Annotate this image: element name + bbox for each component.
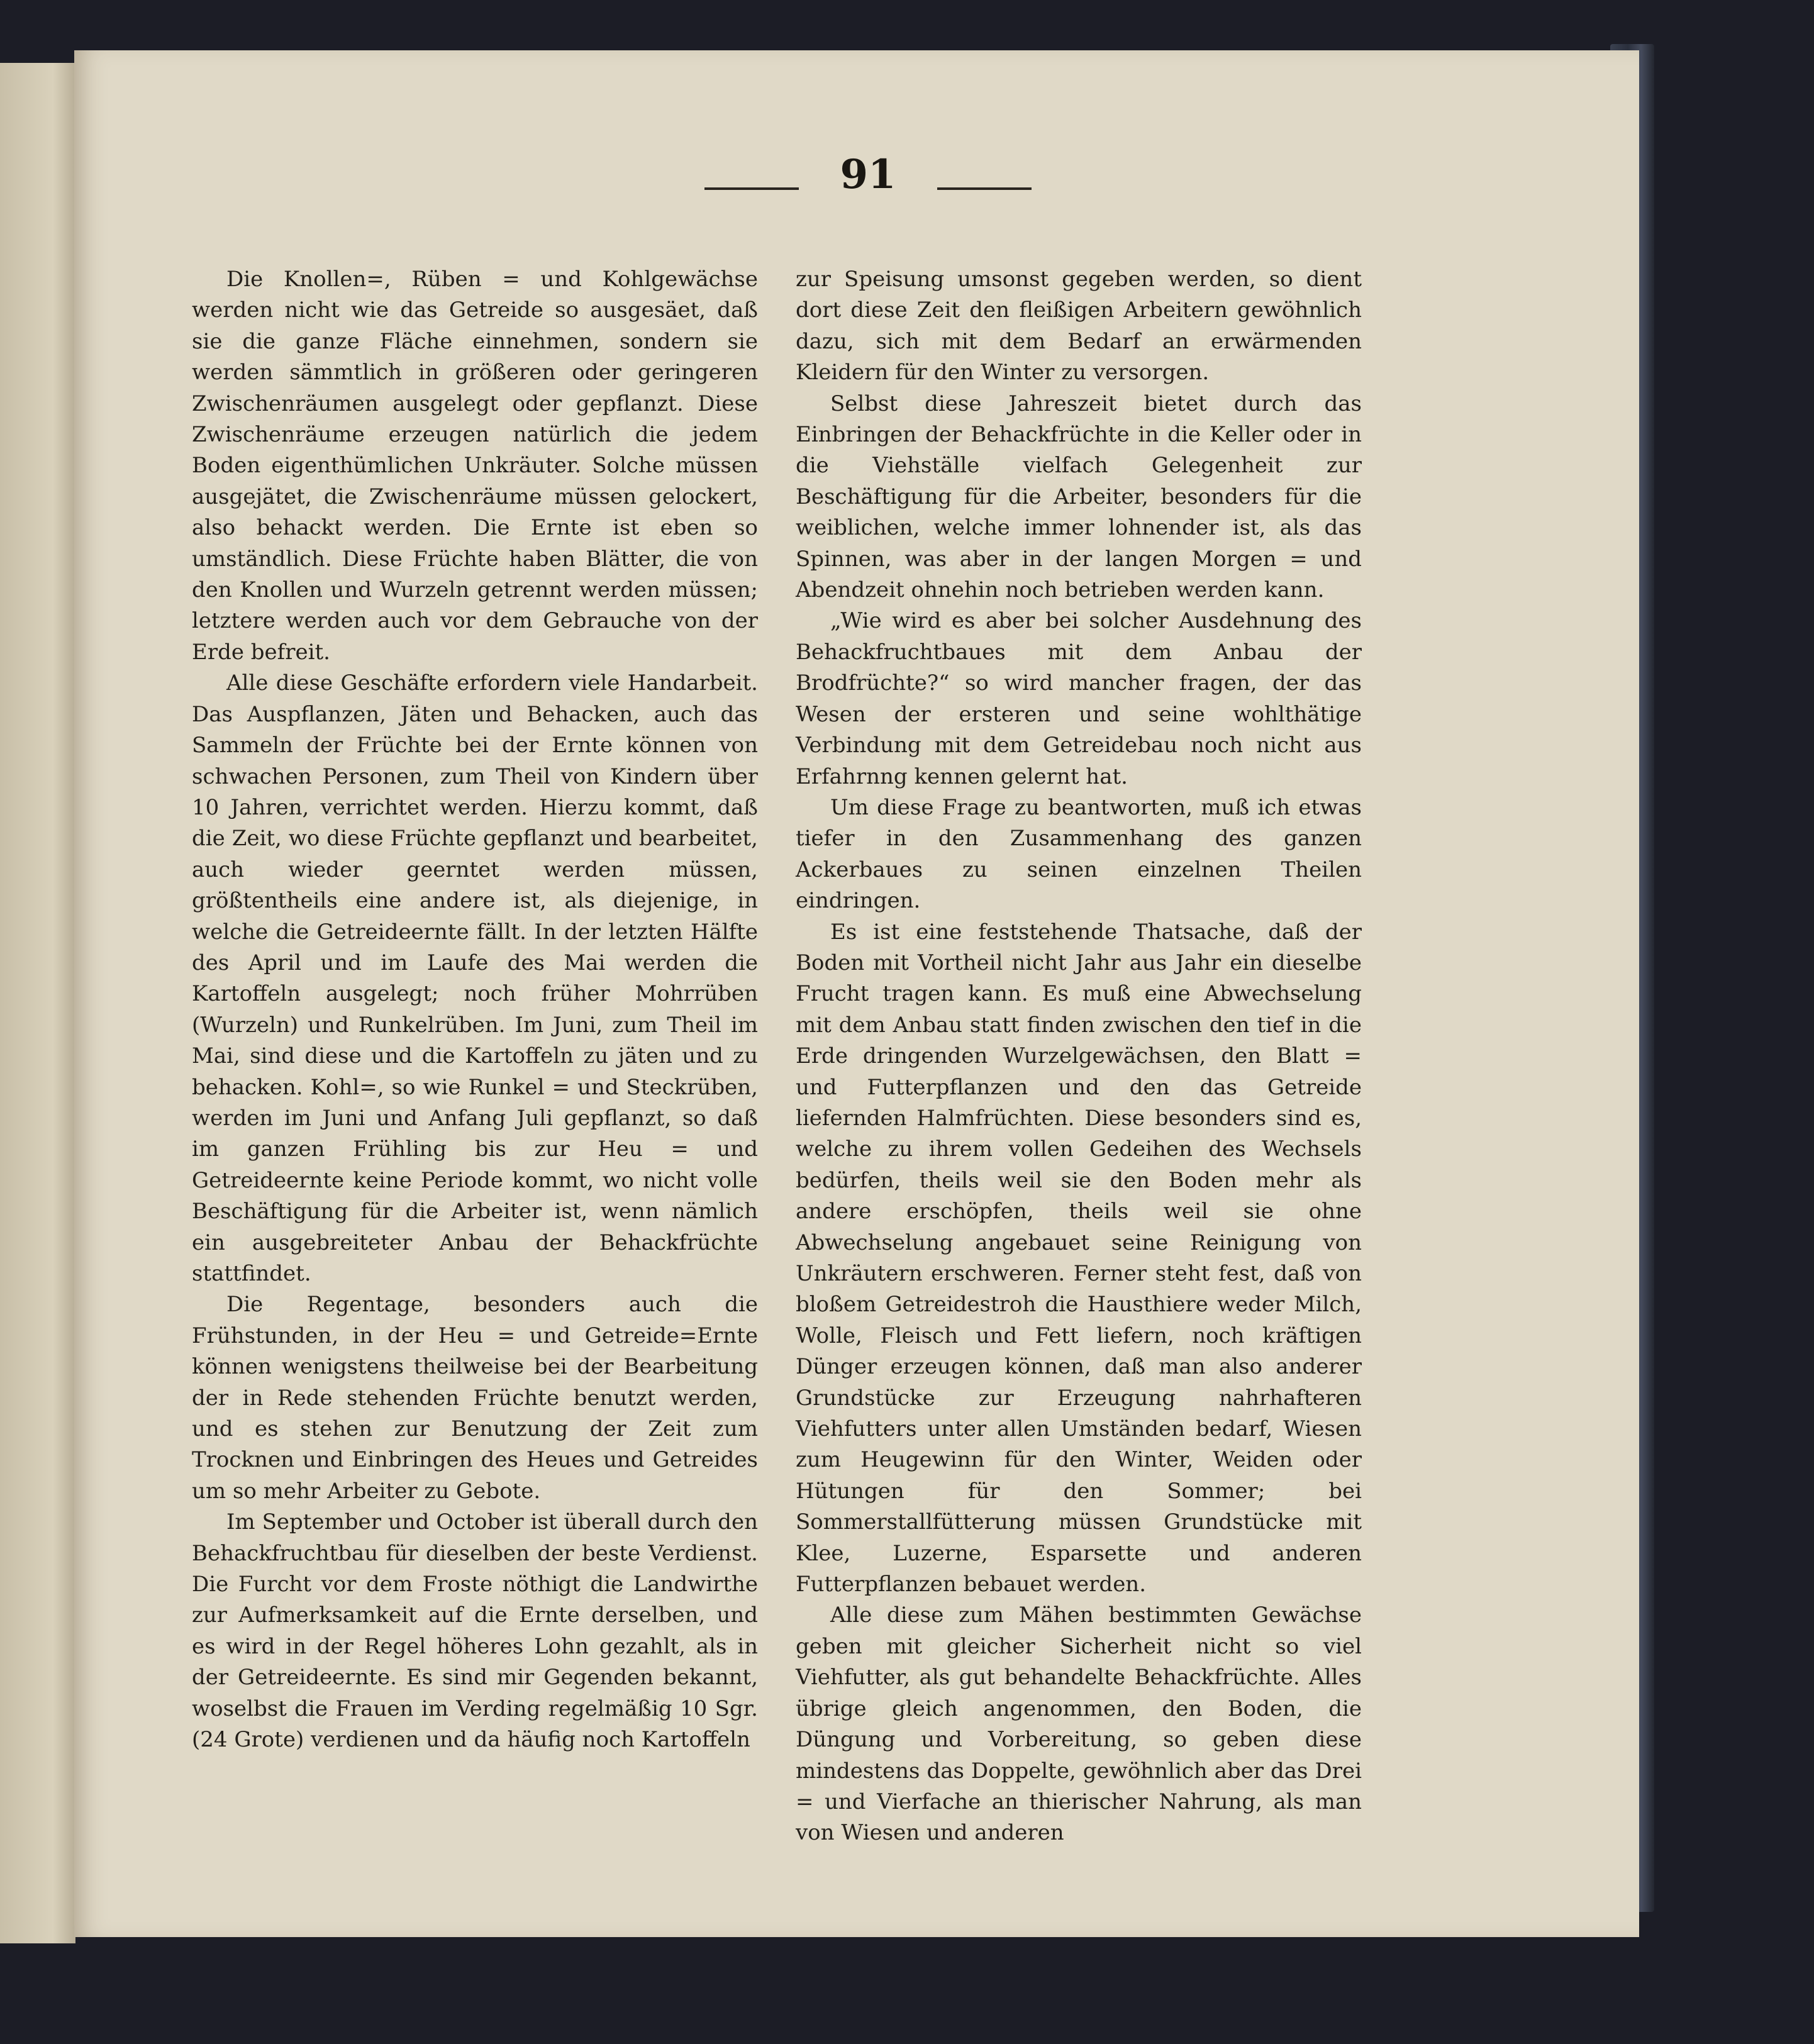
paragraph: „Wie wird es aber bei solcher Ausdehnung des Behackfruchtbaues mit dem Anbau der Brodfrüchte?“ so wird mancher fragen, der das Wesen der ersteren und seine wohlthätige Verbindung mit dem Getreidebau noch nicht aus Erfahrnng kennen gelernt hat. <box>796 608 1362 789</box>
page-header <box>704 151 1032 226</box>
paragraph: Alle diese zum Mähen bestimmten Gewächse geben mit gleicher Sicherheit nicht so viel Viehfutter, als gut behandelte Behackfrüchte. Alles übrige gleich angenommen, den Boden, die Düngung und Vorbereitung, so geben diese mindestens das Doppelte, gewöhnlich aber das Drei = und Vierfache an thierischer Nahrung, als man von Wiesen und anderen <box>796 1602 1362 1846</box>
paragraph: Im September und October ist überall durch den Behackfruchtbau für dieselben der beste Verdienst. Die Furcht vor dem Froste nöthigt die Landwirthe zur Aufmerksamkeit auf die Ernte derselben, und es wird in der Regel höheres Lohn gezahlt, als in der Getreideernte. Es sind mir Gegenden bekannt, woselbst die Frauen im Verding regelmäßig 10 Sgr. (24 Grote) verdienen und da häufig noch Kartoffeln <box>192 1509 758 1753</box>
paragraph: Um diese Frage zu beantworten, muß ich etwas tiefer in den Zusammenhang des ganzen Ackerbaues zu seinen einzelnen Theilen eindringen. <box>796 794 1362 914</box>
page-number: 91 <box>840 151 896 198</box>
paragraph: Die Regentage, besonders auch die Frühstunden, in der Heu = und Getreide=Ernte können wenigstens theilweise bei der Bearbeitung der in Rede stehenden Früchte benutzt werden, und es stehen zur Benutzung der Zeit zum Trocknen und Einbringen des Heues und Getreides um so mehr Arbeiter zu Gebote. <box>192 1292 758 1504</box>
paragraph: Es ist eine feststehende Thatsache, daß der Boden mit Vortheil nicht Jahr aus Jahr ein dieselbe Frucht tragen kann. Es muß eine Abwechselung mit dem Anbau statt finden zwischen den tief in die Erde dringenden Wurzelgewächsen, den Blatt = und Futterpflanzen und den das Getreide liefernden Halmfrüchten. Diese besonders sind es, welche zu ihrem vollen Gedeihen des Wechsels bedürfen, theils weil sie den Boden mehr als andere erschöpfen, theils weil sie ohne Abwechselung angebauet seine Reinigung von Unkräutern erschweren. Ferner steht fest, daß von bloßem Getreidestroh die Hausthiere weder Milch, Wolle, Fleisch und Fett liefern, noch kräftigen Dünger erzeugen können, daß man also anderer Grundstücke zur Erzeugung nahrhafteren Viehfutters unter allen Umständen bedarf, Wiesen zum Heugewinn für den Winter, Weiden oder Hütungen für den Sommer; bei Sommerstallfütterung müssen Grundstücke mit Klee, Luzerne, Esparsette und anderen Futterpflanzen bebauet werden. <box>796 919 1362 1597</box>
paragraph: Die Knollen=, Rüben = und Kohlgewächse werden nicht wie das Getreide so ausgesäet, daß sie die ganze Fläche einnehmen, sondern sie werden sämmtlich in größeren oder geringeren Zwischenräumen ausgelegt oder gepflanzt. Diese Zwischenräume erzeugen natürlich die jedem Boden eigenthümlichen Unkräuter. Solche müssen ausgejätet, die Zwischenräume müssen gelockert, also behackt werden. Die Ernte ist eben so umständlich. Diese Früchte haben Blätter, die von den Knollen und Wurzeln getrennt werden müssen; letztere werden auch vor dem Gebrauche von der Erde befreit. <box>192 267 758 665</box>
left-page-edge <box>0 63 75 1943</box>
paragraph: Selbst diese Jahreszeit bietet durch das Einbringen der Behackfrüchte in die Keller oder in die Viehställe vielfach Gelegenheit zur Beschäftigung für die Arbeiter, besonders für die weiblichen, welche immer lohnender ist, als das Spinnen, was aber in der langen Morgen = und Abendzeit ohnehin noch betrieben werden kann. <box>796 391 1362 603</box>
header-rule-left <box>704 187 799 190</box>
right-text-column <box>796 264 1362 1849</box>
paragraph: zur Speisung umsonst gegeben werden, so dient dort diese Zeit den fleißigen Arbeitern gewöhnlich dazu, sich mit dem Bedarf an erwärmenden Kleidern für den Winter zu versorgen. <box>796 267 1362 386</box>
header-rule-right <box>937 187 1032 190</box>
paragraph: Alle diese Geschäfte erfordern viele Handarbeit. Das Auspflanzen, Jäten und Behacken, auch das Sammeln der Früchte bei der Ernte können von schwachen Personen, zum Theil von Kindern über 10 Jahren, verrichtet werden. Hierzu kommt, daß die Zeit, wo diese Früchte gepflanzt und bearbeitet, auch wieder geerntet werden müssen, größtentheils eine andere ist, als diejenige, in welche die Getreideernte fällt. In der letzten Hälfte des April und im Laufe des Mai werden die Kartoffeln ausgelegt; noch früher Mohrrüben (Wurzeln) und Runkelrüben. Im Juni, zum Theil im Mai, sind diese und die Kartoffeln zu jäten und zu behacken. Kohl=, so wie Runkel = und Steckrüben, werden im Juni und Anfang Juli gepflanzt, so daß im ganzen Frühling bis zur Heu = und Getreideernte keine Periode kommt, wo nicht volle Beschäftigung für die Arbeiter ist, wenn nämlich ein ausgebreiteter Anbau der Behackfrüchte stattfindet. <box>192 670 758 1286</box>
left-text-column <box>192 264 758 1756</box>
